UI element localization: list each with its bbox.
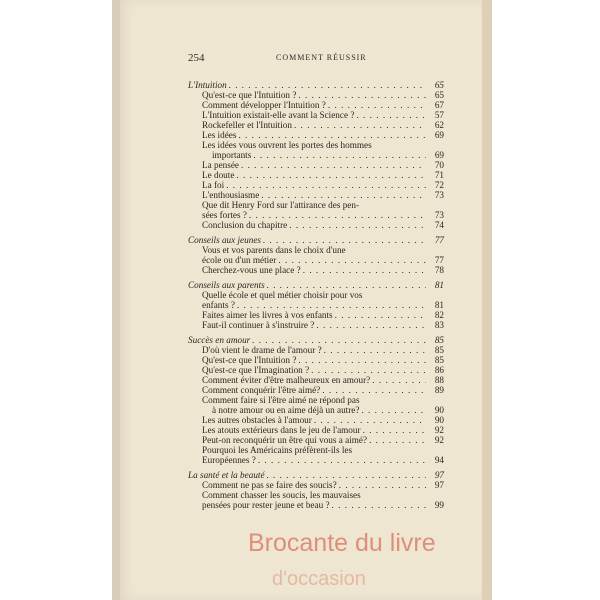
toc-leader-dots [226,180,426,190]
toc-leader-dots [314,415,426,425]
toc-entry-title: Conseils aux parents [188,280,265,290]
toc-leader-dots [253,150,426,160]
toc-entry [188,150,444,160]
toc-leader-dots [335,310,426,320]
toc-entry-page: 77 [434,255,444,265]
toc-entry-page: 81 [434,280,444,290]
toc-entry [188,415,444,425]
toc-entry-title: La pensée [202,160,239,170]
toc-entry-title: L'Intuition existait-elle avant la Science ? [202,110,355,120]
toc-leader-dots [236,170,426,180]
toc-entry [188,130,444,140]
toc-entry-page: 81 [434,300,444,310]
toc-entry [188,385,444,395]
toc-entry-title: La foi [202,180,225,190]
toc-entry-title: Comment ne pas se faire des soucis? [202,480,337,490]
toc-leader-dots [316,320,426,330]
toc-entry [188,300,444,310]
toc-leader-dots [267,280,426,290]
toc-entry-title: Conseils aux jeunes [188,235,261,245]
running-title: COMMENT RÉUSSIR [276,53,367,62]
toc-entry [188,345,444,355]
toc-entry-title: Rockefeller et l'Intuition [202,120,292,130]
toc-leader-dots [294,120,426,130]
toc-entry [188,200,444,210]
toc-entry-title: L'Intuition [188,80,227,90]
toc-entry-page: 69 [434,130,444,140]
toc-entry-page: 57 [434,110,444,120]
toc-entry-title: Quelle école et quel métier choisir pour vos [202,290,363,300]
toc-entry [188,100,444,110]
toc-entry [188,480,444,490]
toc-entry [188,90,444,100]
toc-leader-dots [267,470,426,480]
page-edge [482,0,492,600]
toc-entry-title: Les autres obstacles à l'amour [202,415,312,425]
toc-entry [188,310,444,320]
toc-leader-dots [303,265,426,275]
toc-section-entry [188,470,444,480]
toc-entry-page: 82 [434,310,444,320]
toc-section-entry [188,280,444,290]
toc-entry-title: Comment développer l'Intuition ? [202,100,326,110]
toc-entry-title: enfants ? [202,300,235,310]
toc-entry-page: 74 [434,220,444,230]
toc-entry-page: 71 [434,170,444,180]
toc-entry [188,445,444,455]
toc-entry-title: Vous et vos parents dans le choix d'une [202,245,346,255]
toc-entry [188,190,444,200]
watermark-text-secondary: d'occasion [272,568,366,590]
toc-entry-page: 85 [434,355,444,365]
toc-entry [188,110,444,120]
toc-leader-dots [369,435,426,445]
toc-leader-dots [311,365,426,375]
toc-entry [188,405,444,415]
toc-entry [188,170,444,180]
toc-entry [188,220,444,230]
toc-entry-title: importants [212,150,252,160]
toc-entry-title: Les idées vous ouvrent les portes des hommes [202,140,372,150]
toc-leader-dots [298,355,426,365]
toc-leader-dots [249,210,426,220]
toc-entry-page: 67 [434,100,444,110]
toc-leader-dots [324,345,426,355]
toc-entry [188,180,444,190]
toc-entry-page: 70 [434,160,444,170]
toc-leader-dots [263,235,426,245]
toc-leader-dots [363,425,426,435]
toc-leader-dots [238,130,426,140]
toc-entry-title: Pourquoi les Américains préfèrent-ils les [202,445,353,455]
toc-entry-page: 83 [434,320,444,330]
watermark-text: Brocante du livre [248,529,436,557]
toc-entry-page: 90 [434,415,444,425]
toc-entry-title: Qu'est-ce que l'Imagination ? [202,365,310,375]
toc-leader-dots [322,385,426,395]
book-spine [112,0,120,600]
toc-leader-dots [372,375,426,385]
toc-section-entry [188,80,444,90]
toc-entry-page: 97 [434,480,444,490]
toc-entry-title: Conclusion du chapitre [202,220,288,230]
toc-entry-page: 65 [434,80,444,90]
toc-entry-title: Succès en amour [188,335,251,345]
toc-entry [188,290,444,300]
toc-entry-title: Européennes ? [202,455,256,465]
toc-entry [188,425,444,435]
toc-entry [188,435,444,445]
toc-entry-title: L'enthousiasme [202,190,260,200]
toc-entry [188,355,444,365]
toc-leader-dots [278,255,426,265]
toc-entry [188,395,444,405]
toc-entry-title: Qu'est-ce que l'Intuition ? [202,355,297,365]
toc-entry-title: Qu'est-ce que l'Intuition ? [202,90,297,100]
toc-entry-title: Comment conquérir l'être aimé? [202,385,321,395]
toc-entry-page: 65 [434,90,444,100]
toc-entry-page: 99 [434,500,444,510]
toc-entry-title: Comment chasser les soucis, les mauvaises [202,490,361,500]
toc-leader-dots [328,100,426,110]
toc-leader-dots [339,480,426,490]
toc-leader-dots [229,80,426,90]
toc-section-entry [188,335,444,345]
toc-entry-page: 85 [434,345,444,355]
toc-leader-dots [356,110,426,120]
toc-entry-title: Comment éviter d'être malheureux en amour? [202,375,371,385]
toc-entry [188,245,444,255]
toc-entry-title: La santé et la beauté [188,470,265,480]
toc-entry-page: 88 [434,375,444,385]
table-of-contents [188,80,444,510]
toc-leader-dots [237,300,426,310]
toc-entry-page: 78 [434,265,444,275]
toc-entry [188,500,444,510]
toc-entry-page: 62 [434,120,444,130]
page-number: 254 [188,52,205,64]
toc-entry-title: Faut-il continuer à s'instruire ? [202,320,315,330]
toc-entry [188,455,444,465]
toc-entry-title: sées fortes ? [202,210,247,220]
toc-entry-page: 92 [434,425,444,435]
toc-entry-title: école ou d'un métier [202,255,277,265]
toc-entry-title: Les idées [202,130,237,140]
toc-entry [188,490,444,500]
page-header [188,52,428,66]
toc-entry-title: pensées pour rester jeune et beau ? [202,500,330,510]
toc-entry [188,210,444,220]
toc-entry-page: 97 [434,470,444,480]
toc-entry-title: à notre amour ou en aime déjà un autre? [212,405,360,415]
toc-leader-dots [289,220,426,230]
toc-section-entry [188,235,444,245]
toc-leader-dots [332,500,426,510]
toc-entry-page: 69 [434,150,444,160]
toc-entry-title: Les atouts extérieurs dans le jeu de l'amour [202,425,361,435]
toc-entry-title: Faites aimer les livres à vos enfants [202,310,333,320]
toc-entry-page: 89 [434,385,444,395]
toc-entry-page: 72 [434,180,444,190]
toc-entry [188,120,444,130]
toc-entry-title: Peut-on reconquérir un être qui vous a aimé? [202,435,368,445]
toc-entry-page: 85 [434,335,444,345]
toc-entry [188,375,444,385]
toc-entry [188,265,444,275]
toc-entry-page: 73 [434,210,444,220]
toc-entry-page: 77 [434,235,444,245]
toc-entry-page: 92 [434,435,444,445]
toc-entry [188,160,444,170]
toc-entry [188,140,444,150]
toc-leader-dots [298,90,426,100]
toc-entry-page: 73 [434,190,444,200]
toc-entry-title: D'où vient le drame de l'amour ? [202,345,322,355]
toc-leader-dots [261,190,426,200]
toc-entry-page: 94 [434,455,444,465]
toc-entry-title: Cherchez-vous une place ? [202,265,301,275]
toc-leader-dots [252,335,426,345]
toc-entry-title: Le doute [202,170,235,180]
toc-leader-dots [258,455,426,465]
toc-entry-title: Comment faire si l'être aimé ne répond pas [202,395,360,405]
toc-entry-title: Que dit Henry Ford sur l'attirance des pen- [202,200,360,210]
toc-leader-dots [361,405,426,415]
toc-entry-page: 90 [434,405,444,415]
toc-entry-page: 86 [434,365,444,375]
toc-entry [188,255,444,265]
toc-entry [188,320,444,330]
toc-leader-dots [241,160,426,170]
toc-entry [188,365,444,375]
